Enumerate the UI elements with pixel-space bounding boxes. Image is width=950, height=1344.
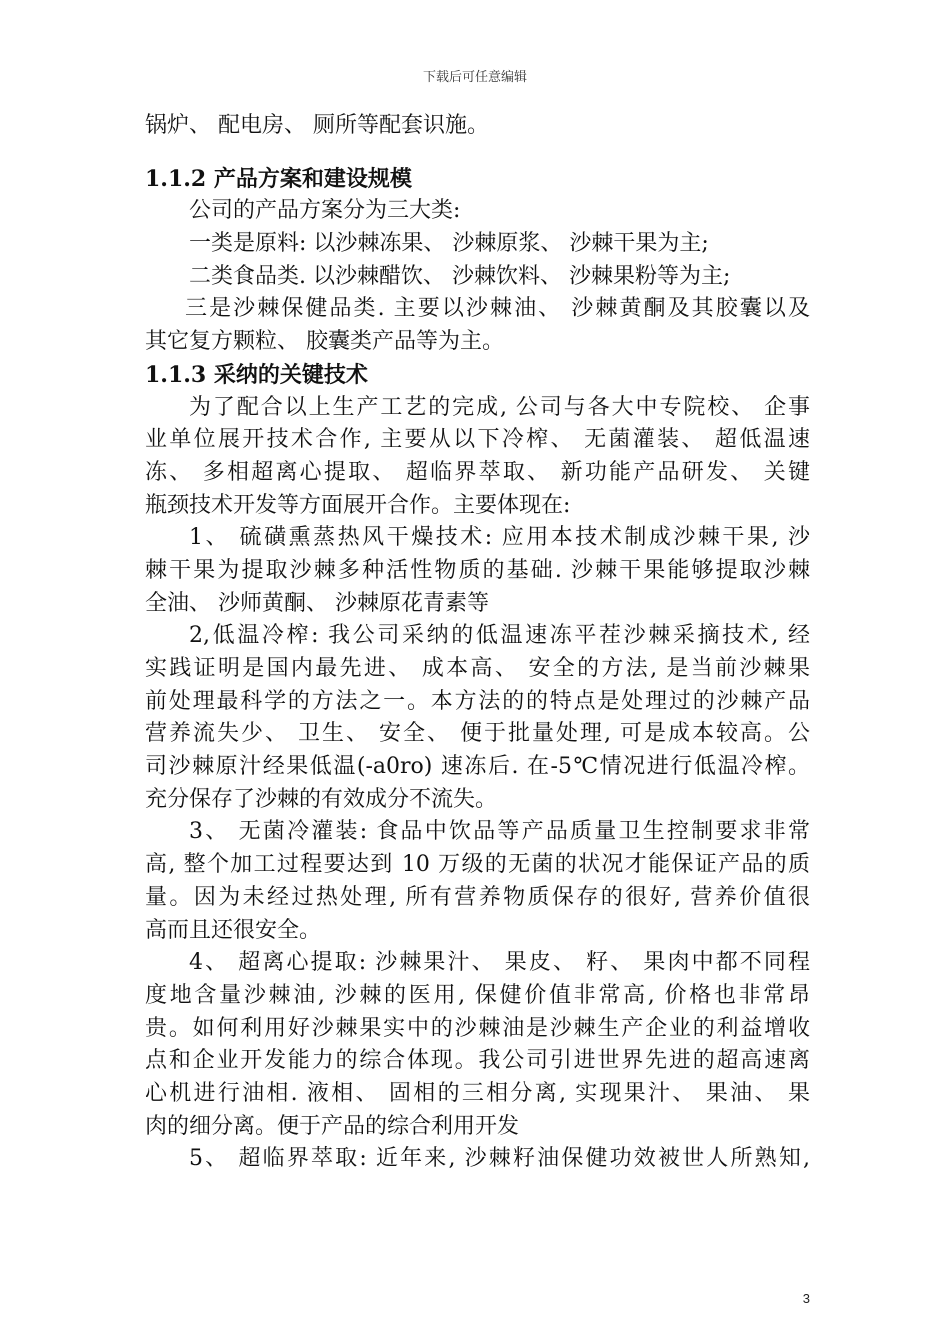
text-line: 一类是原料: 以沙棘冻果、 沙棘原浆、 沙棘干果为主; [189, 231, 709, 257]
text-line: 冻、 多相超离心提取、 超临界萃取、 新功能产品研发、 关键 [145, 459, 810, 485]
document-body [145, 110, 810, 1176]
text-line: 1、 硫磺熏蒸热风干燥技术: 应用本技术制成沙棘干果, 沙 [189, 525, 810, 551]
text-line: 高, 整个加工过程要达到 10 万级的无菌的状况才能保证产品的质 [145, 852, 810, 878]
text-line: 为了配合以上生产工艺的完成, 公司与各大中专院校、 企事 [189, 394, 810, 420]
text-line: 充分保存了沙棘的有效成分不流失。 [145, 786, 498, 812]
text-line: 5、 超临界萃取: 近年来, 沙棘籽油保健功效被世人所熟知, [189, 1146, 810, 1172]
text-line: 业单位展开技术合作, 主要从以下冷榨、 无菌灌装、 超低温速 [145, 427, 810, 453]
text-line: 司沙棘原汁经果低温(-a0ro) 速冻后. 在-5℃情况进行低温冷榨。 [145, 754, 810, 780]
text-line: 锅炉、 配电房、 厕所等配套识施。 [145, 113, 489, 138]
text-line: 心机进行油相. 液相、 固相的三相分离, 实现果汁、 果油、 果 [145, 1080, 810, 1106]
text-line: 前处理最科学的方法之一。本方法的的特点是处理过的沙棘产品 [145, 688, 810, 714]
text-line: 4、 超离心提取: 沙棘果汁、 果皮、 籽、 果肉中都不同程 [189, 950, 810, 976]
text-line: 3、 无菌冷灌装: 食品中饮品等产品质量卫生控制要求非常 [189, 819, 810, 845]
text-line: 度地含量沙棘油, 沙棘的医用, 保健价值非常高, 价格也非常昂 [145, 982, 810, 1008]
text-line: 营养流失少、 卫生、 安全、 便于批量处理, 可是成本较高。公 [145, 721, 810, 747]
text-line: 公司的产品方案分为三大类: [189, 198, 461, 224]
page-header: 下载后可任意编辑 [422, 70, 527, 85]
text-line: 全油、 沙师黄酮、 沙棘原花青素等 [145, 590, 489, 616]
section-heading: 1.1.3 采纳的关键技术 [145, 361, 368, 388]
text-line: 二类食品类. 以沙棘醋饮、 沙棘饮料、 沙棘果粉等为主; [189, 263, 731, 289]
section-heading: 1.1.2 产品方案和建设规模 [145, 165, 412, 192]
text-line: 棘干果为提取沙棘多种活性物质的基础. 沙棘干果能够提取沙棘 [145, 557, 810, 583]
text-line: 贵。如何利用好沙棘果实中的沙棘油是沙棘生产企业的利益增收 [145, 1015, 810, 1041]
text-line: 瓶颈技术开发等方面展开合作。主要体现在: [145, 492, 571, 518]
text-line: 三是沙棘保健品类. 主要以沙棘油、 沙棘黄酮及其胶囊以及 [185, 296, 810, 322]
text-line: 2,低温冷榨: 我公司采纳的低温速冻平茬沙棘采摘技术, 经 [189, 623, 810, 649]
page-number: 3 [802, 1291, 810, 1306]
text-line: 高而且还很安全。 [145, 917, 322, 943]
text-line: 肉的细分离。便于产品的综合利用开发 [145, 1113, 520, 1139]
spacer [145, 143, 810, 163]
text-line: 量。因为未经过热处理, 所有营养物质保存的很好, 营养价值很 [145, 884, 810, 910]
text-line: 点和企业开发能力的综合体现。我公司引进世界先进的超高速离 [145, 1048, 810, 1074]
text-line: 实践证明是国内最先进、 成本高、 安全的方法, 是当前沙棘果 [145, 656, 810, 681]
text-line: 其它复方颗粒、 胶囊类产品等为主。 [145, 329, 504, 355]
